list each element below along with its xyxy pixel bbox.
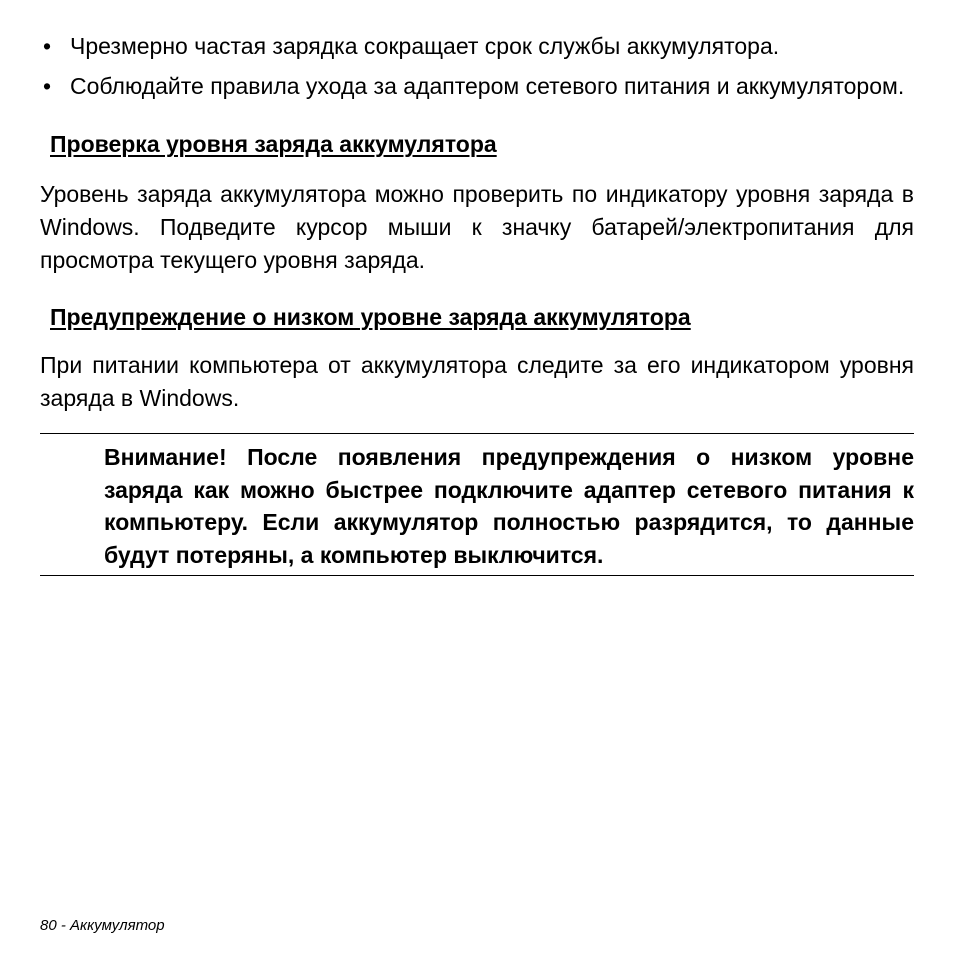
warning-note-box [40, 433, 914, 576]
list-item [40, 70, 914, 103]
battery-check-paragraph: Уровень заряда аккумулятора можно проверить по индикатору уровня заряда в Windows. Подведите курсор мыши к значку батарей/электропитания для просмотра текущего уровня заряда. [40, 181, 914, 273]
document-page [40, 30, 914, 576]
page-footer: 80 - Аккумулятор [40, 917, 165, 934]
section-heading-battery-check: Проверка уровня заряда аккумулятора [50, 131, 497, 157]
bullet-icon: • [42, 73, 52, 99]
bullet-icon: • [42, 33, 52, 59]
bullet-text: Соблюдайте правила ухода за адаптером сетевого питания и аккумулятором. [70, 73, 905, 99]
section-heading-low-battery-warning: Предупреждение о низком уровне заряда аккумулятора [50, 304, 691, 330]
warning-note-text: Внимание! После появления предупреждения о низком уровне заряда как можно быстрее подключите адаптер сетевого питания к компьютеру. Если аккумулятор полностью разрядится, то данные будут потеряны, а компьютер выключится. [104, 444, 914, 568]
bullet-list [40, 30, 914, 103]
bullet-text: Чрезмерно частая зарядка сокращает срок службы аккумулятора. [70, 33, 780, 59]
low-battery-paragraph: При питании компьютера от аккумулятора следите за его индикатором уровня заряда в Windows. [40, 352, 914, 411]
list-item [40, 30, 914, 63]
